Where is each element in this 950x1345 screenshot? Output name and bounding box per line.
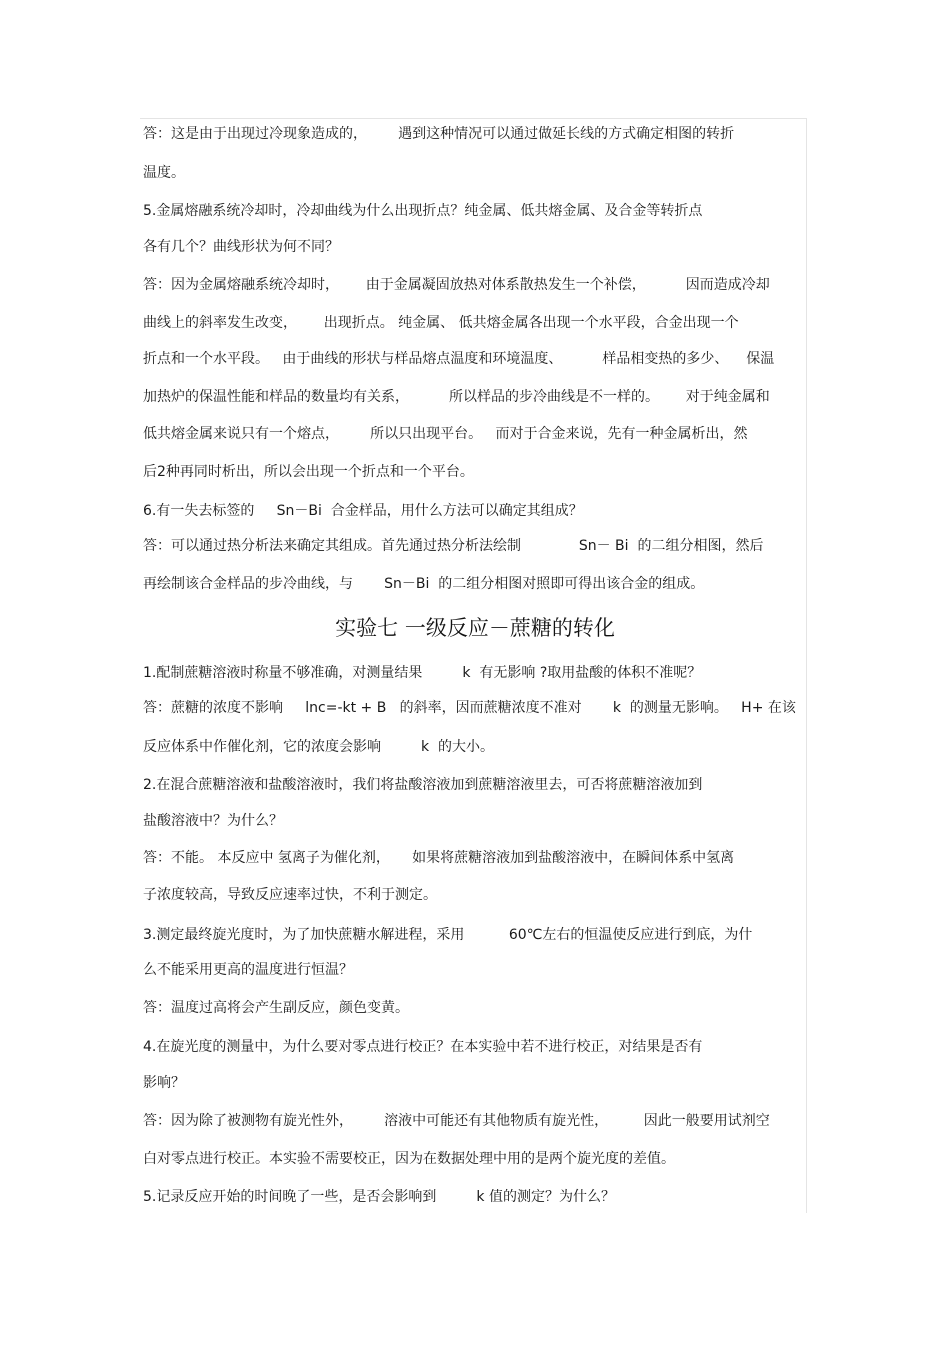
text-line: 白对零点进行校正。本实验不需要校正，因为在数据处理中用的是两个旋光度的差值。 xyxy=(143,1151,675,1167)
text-line: 盐酸溶液中？为什么？ xyxy=(143,813,283,829)
text-line: 答：因为除了被测物有旋光性外， 溶液中可能还有其他物质有旋光性， 因此一般要用试剂空 xyxy=(143,1113,770,1129)
text-line: 折点和一个水平段。 由于曲线的形状与样品熔点温度和环境温度、 样品相变热的多少、 保温 xyxy=(143,351,775,367)
text-line: 1.配制蔗糖溶液时称量不够准确，对测量结果 k 有无影响 ?取用盐酸的体积不准呢？ xyxy=(143,665,702,681)
text-line: 后2种再同时析出，所以会出现一个折点和一个平台。 xyxy=(143,464,474,480)
text-line: 温度。 xyxy=(143,165,185,181)
text-line: 答：蔗糖的浓度不影响 lnc=-kt + B 的斜率，因而蔗糖浓度不准对 k 的测量无影响。 H+ 在该 xyxy=(143,700,796,716)
text-line: 4.在旋光度的测量中，为什么要对零点进行校正？在本实验中若不进行校正，对结果是否有 xyxy=(143,1039,703,1055)
text-line: 答：因为金属熔融系统冷却时， 由于金属凝固放热对体系散热发生一个补偿， 因而造成冷却 xyxy=(143,277,770,293)
text-line: 答：不能。 本反应中 氢离子为催化剂， 如果将蔗糖溶液加到盐酸溶液中，在瞬间体系中氢离 xyxy=(143,850,735,866)
text-line: 5.金属熔融系统冷却时，冷却曲线为什么出现折点？纯金属、低共熔金属、及合金等转折点 xyxy=(143,203,703,219)
text-line: 答：温度过高将会产生副反应，颜色变黄。 xyxy=(143,1000,409,1016)
text-line: 2.在混合蔗糖溶液和盐酸溶液时，我们将盐酸溶液加到蔗糖溶液里去，可否将蔗糖溶液加到 xyxy=(143,777,703,793)
text-line: 加热炉的保温性能和样品的数量均有关系， 所以样品的步冷曲线是不一样的。 对于纯金属和 xyxy=(143,389,770,405)
text-line: 答：可以通过热分析法来确定其组成。首先通过热分析法绘制 Sn－ Bi 的二组分相图，然后 xyxy=(143,538,764,554)
text-line: 6.有一失去标签的 Sn－Bi 合金样品，用什么方法可以确定其组成？ xyxy=(143,503,583,519)
text-line: 3.测定最终旋光度时，为了加快蔗糖水解进程，采用 60℃左右的恒温使反应进行到底，为什 xyxy=(143,927,753,943)
text-line: 5.记录反应开始的时间晚了一些，是否会影响到 k 值的测定？为什么？ xyxy=(143,1189,615,1205)
text-line: 曲线上的斜率发生改变， 出现折点。 纯金属、 低共熔金属各出现一个水平段，合金出现一个 xyxy=(143,315,739,331)
text-line: 影响？ xyxy=(143,1075,185,1091)
text-line: 低共熔金属来说只有一个熔点， 所以只出现平台。 而对于合金来说，先有一种金属析出，然 xyxy=(143,426,748,442)
text-line: 子浓度较高，导致反应速率过快，不利于测定。 xyxy=(143,887,437,903)
text-line: 各有几个？曲线形状为何不同？ xyxy=(143,239,339,255)
section-title: 实验七 一级反应－蔗糖的转化 xyxy=(335,616,615,640)
text-line: 么不能采用更高的温度进行恒温？ xyxy=(143,962,353,978)
text-line: 反应体系中作催化剂，它的浓度会影响 k 的大小。 xyxy=(143,739,495,755)
text-line: 再绘制该合金样品的步冷曲线，与 Sn－Bi 的二组分相图对照即可得出该合金的组成。 xyxy=(143,576,705,592)
text-line: 答：这是由于出现过冷现象造成的， 遇到这种情况可以通过做延长线的方式确定相图的转折 xyxy=(143,126,735,142)
